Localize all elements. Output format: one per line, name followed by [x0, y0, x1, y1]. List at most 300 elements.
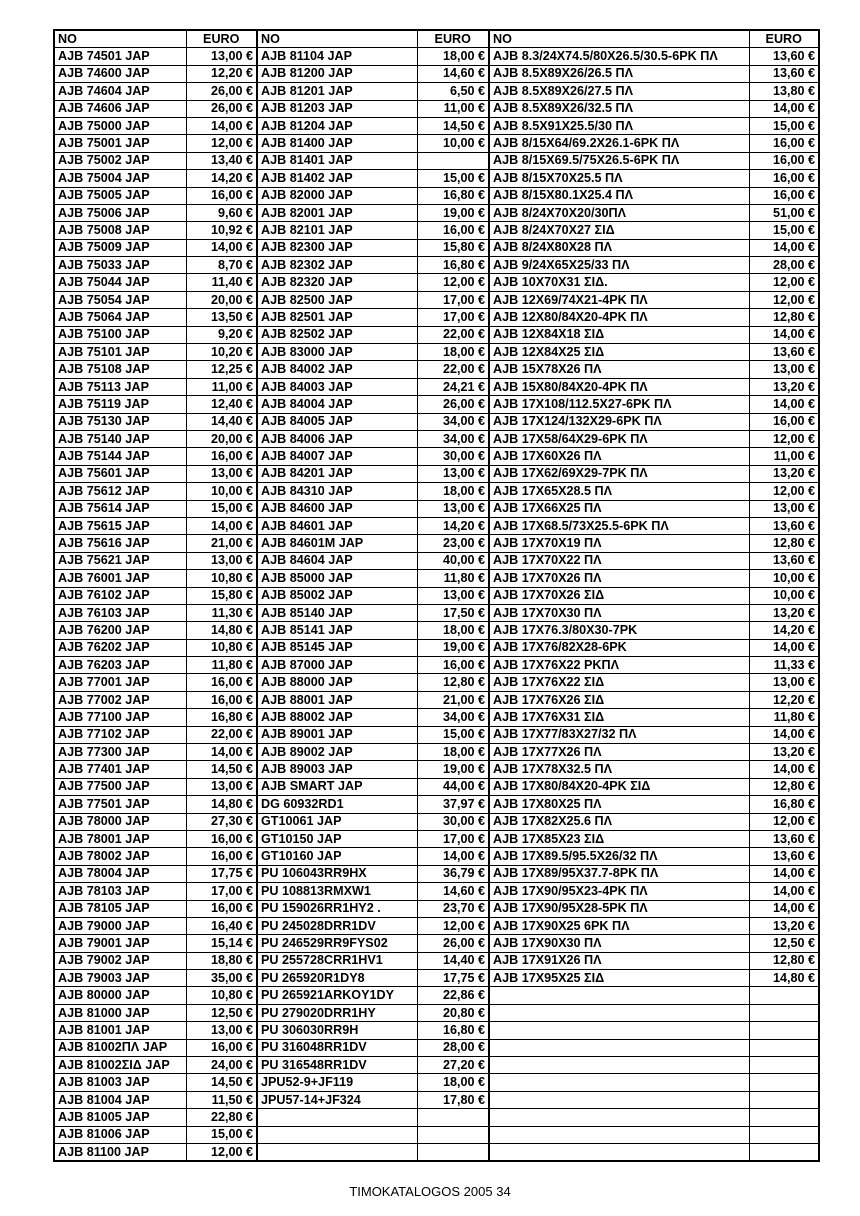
price-cell-2: 26,00 €	[417, 396, 489, 413]
price-cell-1: 14,00 €	[186, 239, 257, 256]
part-number-cell-2: AJB 81104 JAP	[257, 48, 417, 65]
part-number-cell-3: AJB 17X90X30 ΠΛ	[489, 935, 749, 952]
price-cell-1: 13,00 €	[186, 1022, 257, 1039]
part-number-cell-2: AJB 84601 JAP	[257, 517, 417, 534]
table-row	[54, 674, 819, 691]
price-cell-3: 12,00 €	[749, 291, 819, 308]
table-row	[54, 761, 819, 778]
price-cell-1: 16,00 €	[186, 674, 257, 691]
part-number-cell-1: AJB 75616 JAP	[54, 535, 186, 552]
price-cell-2: 18,00 €	[417, 744, 489, 761]
price-cell-3	[749, 987, 819, 1004]
price-cell-2: 30,00 €	[417, 813, 489, 830]
part-number-cell-1: AJB 75100 JAP	[54, 326, 186, 343]
part-number-cell-2: AJB 84601M JAP	[257, 535, 417, 552]
price-cell-3: 13,80 €	[749, 83, 819, 100]
part-number-cell-3: AJB 17X58/64X29-6PK ΠΛ	[489, 430, 749, 447]
part-number-cell-1: AJB 74501 JAP	[54, 48, 186, 65]
header-no-3: NO	[489, 30, 749, 48]
price-cell-3: 12,00 €	[749, 430, 819, 447]
part-number-cell-1: AJB 75614 JAP	[54, 500, 186, 517]
price-cell-1: 11,40 €	[186, 274, 257, 291]
price-cell-1: 13,00 €	[186, 48, 257, 65]
price-cell-1: 16,00 €	[186, 691, 257, 708]
table-row	[54, 726, 819, 743]
price-cell-3	[749, 1022, 819, 1039]
part-number-cell-1: AJB 75005 JAP	[54, 187, 186, 204]
part-number-cell-2: AJB 82300 JAP	[257, 239, 417, 256]
part-number-cell-3: AJB 17X95X25 ΣΙΔ	[489, 970, 749, 987]
part-number-cell-3: AJB 17X76/82X28-6PK	[489, 639, 749, 656]
price-cell-1: 15,00 €	[186, 500, 257, 517]
table-row	[54, 604, 819, 621]
part-number-cell-3	[489, 1109, 749, 1126]
table-row	[54, 691, 819, 708]
price-cell-1: 15,80 €	[186, 587, 257, 604]
price-cell-2: 15,00 €	[417, 170, 489, 187]
price-cell-2: 17,00 €	[417, 291, 489, 308]
part-number-cell-3: AJB 15X78X26 ΠΛ	[489, 361, 749, 378]
price-cell-1: 16,00 €	[186, 448, 257, 465]
part-number-cell-1: AJB 77001 JAP	[54, 674, 186, 691]
part-number-cell-3: AJB 8/15X70X25.5 ΠΛ	[489, 170, 749, 187]
price-cell-2: 11,80 €	[417, 570, 489, 587]
table-row	[54, 622, 819, 639]
part-number-cell-2	[257, 1144, 417, 1162]
table-row	[54, 570, 819, 587]
part-number-cell-1: AJB 76203 JAP	[54, 657, 186, 674]
price-cell-2: 17,00 €	[417, 309, 489, 326]
part-number-cell-3: AJB 8.3/24X74.5/80X26.5/30.5-6PK ΠΛ	[489, 48, 749, 65]
price-cell-2: 17,50 €	[417, 604, 489, 621]
table-row	[54, 709, 819, 726]
price-cell-3: 14,00 €	[749, 239, 819, 256]
part-number-cell-1: AJB 75130 JAP	[54, 413, 186, 430]
price-cell-3: 13,60 €	[749, 848, 819, 865]
price-cell-1: 16,80 €	[186, 709, 257, 726]
price-cell-1: 14,20 €	[186, 170, 257, 187]
part-number-cell-3: AJB 17X76.3/80X30-7PK	[489, 622, 749, 639]
table-row	[54, 483, 819, 500]
part-number-cell-1: AJB 75144 JAP	[54, 448, 186, 465]
part-number-cell-1: AJB 75101 JAP	[54, 344, 186, 361]
price-cell-3: 12,00 €	[749, 483, 819, 500]
part-number-cell-2: AJB 89002 JAP	[257, 744, 417, 761]
part-number-cell-3: AJB 8/15X80.1X25.4 ΠΛ	[489, 187, 749, 204]
part-number-cell-2: AJB 82320 JAP	[257, 274, 417, 291]
part-number-cell-1: AJB 79000 JAP	[54, 917, 186, 934]
table-row	[54, 987, 819, 1004]
part-number-cell-1: AJB 75621 JAP	[54, 552, 186, 569]
table-row	[54, 500, 819, 517]
part-number-cell-1: AJB 81003 JAP	[54, 1074, 186, 1091]
table-row	[54, 517, 819, 534]
table-row	[54, 83, 819, 100]
part-number-cell-3: AJB 17X70X22 ΠΛ	[489, 552, 749, 569]
table-row	[54, 170, 819, 187]
price-cell-2: 27,20 €	[417, 1057, 489, 1074]
price-cell-2	[417, 152, 489, 169]
price-cell-2: 19,00 €	[417, 639, 489, 656]
price-cell-1: 14,50 €	[186, 1074, 257, 1091]
table-row	[54, 396, 819, 413]
price-cell-3: 16,00 €	[749, 413, 819, 430]
price-cell-1: 27,30 €	[186, 813, 257, 830]
table-row	[54, 1004, 819, 1021]
part-number-cell-2: AJB 81400 JAP	[257, 135, 417, 152]
part-number-cell-3: AJB 17X70X26 ΠΛ	[489, 570, 749, 587]
price-cell-2: 15,80 €	[417, 239, 489, 256]
price-cell-1: 22,80 €	[186, 1109, 257, 1126]
price-cell-3: 14,00 €	[749, 761, 819, 778]
part-number-cell-3	[489, 1126, 749, 1143]
part-number-cell-1: AJB 81005 JAP	[54, 1109, 186, 1126]
part-number-cell-1: AJB 81001 JAP	[54, 1022, 186, 1039]
table-row	[54, 465, 819, 482]
table-row	[54, 239, 819, 256]
part-number-cell-1: AJB 77100 JAP	[54, 709, 186, 726]
price-cell-1: 22,00 €	[186, 726, 257, 743]
table-row	[54, 1144, 819, 1162]
page-footer: TIMOKATALOGOS 2005 34	[349, 1184, 511, 1199]
price-cell-2: 14,60 €	[417, 65, 489, 82]
table-row	[54, 813, 819, 830]
price-cell-3: 12,80 €	[749, 309, 819, 326]
price-cell-2: 22,86 €	[417, 987, 489, 1004]
price-cell-3: 16,00 €	[749, 187, 819, 204]
price-cell-3: 15,00 €	[749, 222, 819, 239]
price-cell-2: 14,20 €	[417, 517, 489, 534]
price-cell-3: 13,00 €	[749, 674, 819, 691]
price-cell-2: 16,00 €	[417, 222, 489, 239]
part-number-cell-1: AJB 75119 JAP	[54, 396, 186, 413]
table-row	[54, 778, 819, 795]
part-number-cell-2: PU 255728CRR1HV1	[257, 952, 417, 969]
price-cell-1: 14,00 €	[186, 744, 257, 761]
part-number-cell-2: PU 159026RR1HY2 .	[257, 900, 417, 917]
part-number-cell-3: AJB 17X82X25.6 ΠΛ	[489, 813, 749, 830]
price-cell-1: 10,00 €	[186, 483, 257, 500]
price-cell-1: 11,00 €	[186, 378, 257, 395]
part-number-cell-3: AJB 17X80/84X20-4PK ΣΙΔ	[489, 778, 749, 795]
part-number-cell-1: AJB 75004 JAP	[54, 170, 186, 187]
part-number-cell-3: AJB 17X66X25 ΠΛ	[489, 500, 749, 517]
price-cell-3: 11,00 €	[749, 448, 819, 465]
part-number-cell-2: JPU52-9+JF119	[257, 1074, 417, 1091]
price-cell-1: 24,00 €	[186, 1057, 257, 1074]
price-cell-3: 12,80 €	[749, 535, 819, 552]
price-cell-2: 13,00 €	[417, 500, 489, 517]
table-row	[54, 204, 819, 221]
table-row	[54, 1039, 819, 1056]
part-number-cell-1: AJB 81004 JAP	[54, 1091, 186, 1108]
table-row	[54, 257, 819, 274]
price-cell-1: 8,70 €	[186, 257, 257, 274]
table-row	[54, 222, 819, 239]
part-number-cell-1: AJB 75054 JAP	[54, 291, 186, 308]
part-number-cell-3	[489, 1091, 749, 1108]
part-number-cell-1: AJB 75140 JAP	[54, 430, 186, 447]
table-row	[54, 309, 819, 326]
part-number-cell-2: AJB 85140 JAP	[257, 604, 417, 621]
price-cell-1: 18,80 €	[186, 952, 257, 969]
price-cell-2: 23,70 €	[417, 900, 489, 917]
table-row	[54, 883, 819, 900]
price-cell-3	[749, 1004, 819, 1021]
price-cell-3: 11,80 €	[749, 709, 819, 726]
price-cell-2: 23,00 €	[417, 535, 489, 552]
part-number-cell-3: AJB 17X89/95X37.7-8PK ΠΛ	[489, 865, 749, 882]
part-number-cell-2: AJB 81204 JAP	[257, 117, 417, 134]
part-number-cell-3: AJB 17X60X26 ΠΛ	[489, 448, 749, 465]
price-cell-1: 14,00 €	[186, 517, 257, 534]
price-cell-1: 13,00 €	[186, 778, 257, 795]
table-row	[54, 1126, 819, 1143]
part-number-cell-2: PU 279020DRR1HY	[257, 1004, 417, 1021]
price-cell-2: 14,40 €	[417, 952, 489, 969]
price-cell-3	[749, 1039, 819, 1056]
price-cell-1: 12,20 €	[186, 65, 257, 82]
price-cell-3	[749, 1074, 819, 1091]
price-cell-2: 44,00 €	[417, 778, 489, 795]
price-cell-3: 13,60 €	[749, 344, 819, 361]
price-cell-2: 12,00 €	[417, 274, 489, 291]
part-number-cell-1: AJB 76202 JAP	[54, 639, 186, 656]
table-row	[54, 917, 819, 934]
part-number-cell-3: AJB 17X70X26 ΣΙΔ	[489, 587, 749, 604]
price-cell-3: 14,00 €	[749, 883, 819, 900]
table-row	[54, 552, 819, 569]
table-row	[54, 430, 819, 447]
table-row	[54, 952, 819, 969]
part-number-cell-2: PU 108813RMXW1	[257, 883, 417, 900]
part-number-cell-2: AJB 82502 JAP	[257, 326, 417, 343]
part-number-cell-3: AJB 12X84X18 ΣΙΔ	[489, 326, 749, 343]
price-cell-2	[417, 1126, 489, 1143]
price-cell-3: 14,00 €	[749, 900, 819, 917]
price-cell-1: 13,40 €	[186, 152, 257, 169]
part-number-cell-2: AJB 82302 JAP	[257, 257, 417, 274]
price-cell-1: 20,00 €	[186, 430, 257, 447]
part-number-cell-3	[489, 1004, 749, 1021]
part-number-cell-3: AJB 17X80X25 ΠΛ	[489, 796, 749, 813]
part-number-cell-1: AJB 76001 JAP	[54, 570, 186, 587]
part-number-cell-1: AJB 75601 JAP	[54, 465, 186, 482]
part-number-cell-1: AJB 74606 JAP	[54, 100, 186, 117]
price-cell-2: 17,75 €	[417, 970, 489, 987]
part-number-cell-3: AJB 17X65X28.5 ΠΛ	[489, 483, 749, 500]
part-number-cell-1: AJB 81002ΠΛ JAP	[54, 1039, 186, 1056]
part-number-cell-2: AJB 85002 JAP	[257, 587, 417, 604]
table-row	[54, 535, 819, 552]
table-row	[54, 448, 819, 465]
part-number-cell-3	[489, 1022, 749, 1039]
price-cell-1: 16,00 €	[186, 848, 257, 865]
part-number-cell-2: PU 246529RR9FYS02	[257, 935, 417, 952]
table-row	[54, 326, 819, 343]
price-cell-3: 14,00 €	[749, 865, 819, 882]
price-cell-1: 17,00 €	[186, 883, 257, 900]
price-table	[53, 29, 820, 1162]
price-cell-1: 17,75 €	[186, 865, 257, 882]
price-cell-2: 16,80 €	[417, 1022, 489, 1039]
table-row	[54, 361, 819, 378]
price-cell-2: 22,00 €	[417, 326, 489, 343]
price-cell-1: 13,00 €	[186, 465, 257, 482]
table-row	[54, 48, 819, 65]
price-cell-1: 14,50 €	[186, 761, 257, 778]
table-row	[54, 848, 819, 865]
part-number-cell-1: AJB 77501 JAP	[54, 796, 186, 813]
part-number-cell-3: AJB 17X108/112.5X27-6PK ΠΛ	[489, 396, 749, 413]
table-row	[54, 413, 819, 430]
price-cell-3	[749, 1091, 819, 1108]
part-number-cell-3: AJB 12X84X25 ΣΙΔ	[489, 344, 749, 361]
price-cell-3: 10,00 €	[749, 570, 819, 587]
price-cell-1: 12,00 €	[186, 135, 257, 152]
price-cell-3: 51,00 €	[749, 204, 819, 221]
part-number-cell-2: AJB 83000 JAP	[257, 344, 417, 361]
part-number-cell-2: AJB 82000 JAP	[257, 187, 417, 204]
price-cell-3: 13,00 €	[749, 361, 819, 378]
price-cell-2: 34,00 €	[417, 430, 489, 447]
table-row	[54, 100, 819, 117]
price-cell-1: 9,20 €	[186, 326, 257, 343]
part-number-cell-3: AJB 8/15X64/69.2X26.1-6PK ΠΛ	[489, 135, 749, 152]
price-cell-3	[749, 1144, 819, 1162]
price-cell-3: 12,80 €	[749, 778, 819, 795]
table-row	[54, 65, 819, 82]
part-number-cell-2: AJB 82101 JAP	[257, 222, 417, 239]
part-number-cell-2: AJB 82500 JAP	[257, 291, 417, 308]
price-cell-3: 13,20 €	[749, 917, 819, 934]
price-cell-1: 16,00 €	[186, 187, 257, 204]
part-number-cell-3: AJB 17X77/83X27/32 ΠΛ	[489, 726, 749, 743]
price-cell-2: 18,00 €	[417, 483, 489, 500]
price-cell-3: 14,00 €	[749, 639, 819, 656]
part-number-cell-3: AJB 17X76X26 ΣΙΔ	[489, 691, 749, 708]
table-row	[54, 744, 819, 761]
price-cell-3: 28,00 €	[749, 257, 819, 274]
price-cell-3: 14,20 €	[749, 622, 819, 639]
price-cell-2: 36,79 €	[417, 865, 489, 882]
price-cell-3: 13,00 €	[749, 500, 819, 517]
table-row	[54, 796, 819, 813]
part-number-cell-1: AJB 75009 JAP	[54, 239, 186, 256]
table-body	[54, 30, 819, 1161]
table-row	[54, 1109, 819, 1126]
header-no-1: NO	[54, 30, 186, 48]
price-cell-2: 21,00 €	[417, 691, 489, 708]
part-number-cell-3: AJB 8/24X80X28 ΠΛ	[489, 239, 749, 256]
table-row	[54, 587, 819, 604]
part-number-cell-3: AJB 17X77X26 ΠΛ	[489, 744, 749, 761]
part-number-cell-2: AJB 84003 JAP	[257, 378, 417, 395]
price-cell-1: 21,00 €	[186, 535, 257, 552]
part-number-cell-2: AJB 85141 JAP	[257, 622, 417, 639]
header-row	[54, 30, 819, 48]
price-cell-1: 13,00 €	[186, 552, 257, 569]
part-number-cell-1: AJB 75113 JAP	[54, 378, 186, 395]
price-cell-3: 14,80 €	[749, 970, 819, 987]
price-cell-1: 11,80 €	[186, 657, 257, 674]
price-cell-3: 14,00 €	[749, 100, 819, 117]
part-number-cell-2: AJB 84004 JAP	[257, 396, 417, 413]
part-number-cell-2: PU 265920R1DY8	[257, 970, 417, 987]
price-cell-2: 34,00 €	[417, 709, 489, 726]
part-number-cell-1: AJB 75006 JAP	[54, 204, 186, 221]
table-row	[54, 117, 819, 134]
part-number-cell-2: AJB 84002 JAP	[257, 361, 417, 378]
part-number-cell-2: GT10150 JAP	[257, 830, 417, 847]
part-number-cell-2: AJB 82001 JAP	[257, 204, 417, 221]
part-number-cell-2: GT10061 JAP	[257, 813, 417, 830]
part-number-cell-3: AJB 17X90/95X23-4PK ΠΛ	[489, 883, 749, 900]
price-cell-3	[749, 1126, 819, 1143]
price-cell-1: 10,20 €	[186, 344, 257, 361]
part-number-cell-2: AJB 84006 JAP	[257, 430, 417, 447]
price-cell-3: 13,60 €	[749, 517, 819, 534]
price-cell-3: 16,00 €	[749, 152, 819, 169]
part-number-cell-2: PU 316548RR1DV	[257, 1057, 417, 1074]
price-cell-3: 12,50 €	[749, 935, 819, 952]
part-number-cell-2: PU 306030RR9H	[257, 1022, 417, 1039]
price-cell-2	[417, 1144, 489, 1162]
price-cell-2: 12,00 €	[417, 917, 489, 934]
table-row	[54, 135, 819, 152]
price-cell-3: 13,60 €	[749, 830, 819, 847]
table-row	[54, 1022, 819, 1039]
table-row	[54, 152, 819, 169]
price-cell-1: 16,40 €	[186, 917, 257, 934]
price-cell-2: 28,00 €	[417, 1039, 489, 1056]
price-cell-3: 11,33 €	[749, 657, 819, 674]
part-number-cell-1: AJB 75108 JAP	[54, 361, 186, 378]
header-no-2: NO	[257, 30, 417, 48]
price-cell-3: 16,00 €	[749, 135, 819, 152]
part-number-cell-2: AJB 84310 JAP	[257, 483, 417, 500]
table-row	[54, 1074, 819, 1091]
part-number-cell-1: AJB 81000 JAP	[54, 1004, 186, 1021]
price-cell-2: 18,00 €	[417, 622, 489, 639]
table-row	[54, 639, 819, 656]
price-cell-1: 26,00 €	[186, 83, 257, 100]
part-number-cell-2: AJB 85000 JAP	[257, 570, 417, 587]
price-cell-2: 19,00 €	[417, 204, 489, 221]
price-cell-1: 11,30 €	[186, 604, 257, 621]
price-cell-1: 16,00 €	[186, 1039, 257, 1056]
part-number-cell-3	[489, 1074, 749, 1091]
price-cell-2: 20,80 €	[417, 1004, 489, 1021]
part-number-cell-3: AJB 17X76X22 ΣΙΔ	[489, 674, 749, 691]
price-cell-2: 26,00 €	[417, 935, 489, 952]
price-cell-2: 14,60 €	[417, 883, 489, 900]
price-cell-1: 12,50 €	[186, 1004, 257, 1021]
part-number-cell-2: AJB 88000 JAP	[257, 674, 417, 691]
price-cell-1: 14,00 €	[186, 117, 257, 134]
price-cell-3: 16,00 €	[749, 170, 819, 187]
table-row	[54, 657, 819, 674]
part-number-cell-2: PU 265921ARKOY1DY	[257, 987, 417, 1004]
part-number-cell-2: AJB 84201 JAP	[257, 465, 417, 482]
price-cell-3: 13,60 €	[749, 48, 819, 65]
part-number-cell-1: AJB 80000 JAP	[54, 987, 186, 1004]
price-cell-1: 16,00 €	[186, 830, 257, 847]
part-number-cell-2: PU 316048RR1DV	[257, 1039, 417, 1056]
price-cell-2: 16,80 €	[417, 187, 489, 204]
part-number-cell-3: AJB 15X80/84X20-4PK ΠΛ	[489, 378, 749, 395]
price-cell-2: 13,00 €	[417, 465, 489, 482]
